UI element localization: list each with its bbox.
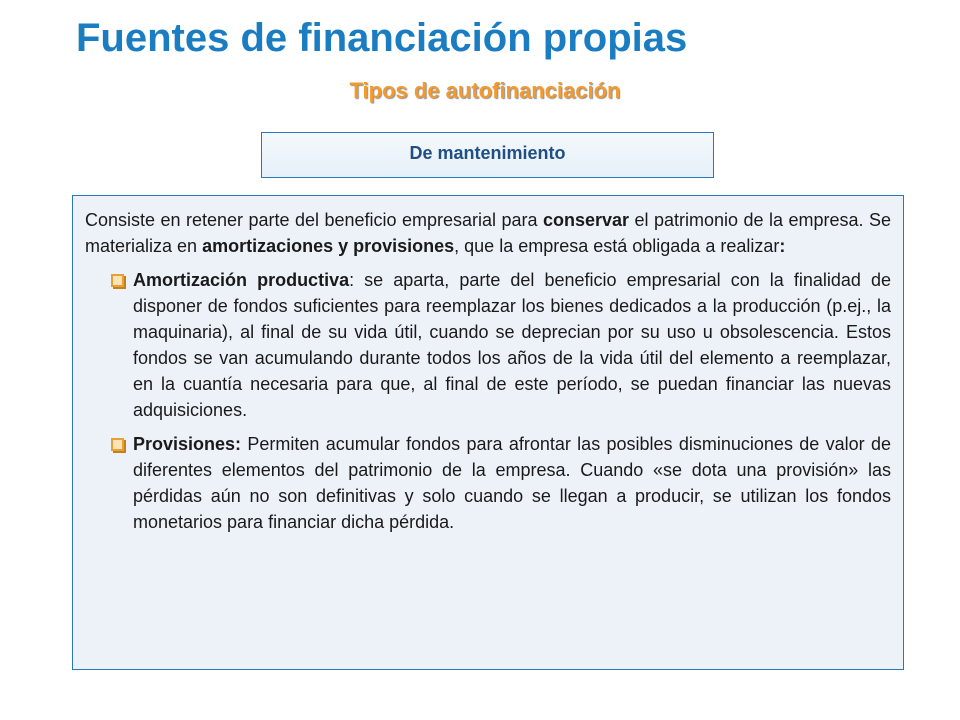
intro-bold-colon: : [779, 236, 786, 256]
bullet-provisiones [111, 431, 891, 535]
intro-text-3: , que la empresa está obligada a realizar [454, 236, 780, 256]
bullet-amortizacion-text [133, 267, 891, 423]
bullet-provisiones-body: Permiten acumular fondos para afrontar las posibles disminuciones de valor de diferentes elementos del patrimonio de la empresa. Cuando «se dota una provisión» las pérdidas aún no son definitivas y solo cuando se llegan a producir, se utilizan los fondos monetarios para financiar dicha pérdida. [133, 434, 891, 532]
intro-bold-conservar: conservar [543, 210, 630, 230]
intro-paragraph [85, 207, 891, 259]
content-box [72, 195, 904, 670]
slide-title: Fuentes de financiación propias [76, 16, 688, 60]
type-box [261, 132, 714, 178]
hollow-square-bullet-icon [111, 438, 124, 451]
bullet-amortizacion-body: : se aparta, parte del beneficio empresarial con la finalidad de disponer de fondos suficientes para reemplazar los bienes dedicados a la producción (p.ej., la maquinaria), al final de su vida útil, cuando se deprecian por su uso u obsolescencia. Estos fondos se van acumulando durante todos los años de la vida útil del elemento a reemplazar, en la cuantía necesaria para que, al final de este período, se puedan financiar las nuevas adquisiciones. [133, 270, 891, 420]
hollow-square-bullet-icon [111, 274, 124, 287]
bullet-amortizacion [111, 267, 891, 423]
slide-subtitle: Tipos de autofinanciación [349, 78, 621, 103]
type-box-label: De mantenimiento [409, 142, 566, 163]
bullet-provisiones-text [133, 431, 891, 535]
intro-text-1: Consiste en retener parte del beneficio empresarial para [85, 210, 543, 230]
bullet-amortizacion-term: Amortización productiva [133, 270, 350, 290]
intro-bold-amortizaciones: amortizaciones y provisiones [202, 236, 455, 256]
bullet-provisiones-term: Provisiones: [133, 434, 242, 454]
intro-text-2: el patrimonio de la empresa. Se materializa en [85, 210, 891, 256]
